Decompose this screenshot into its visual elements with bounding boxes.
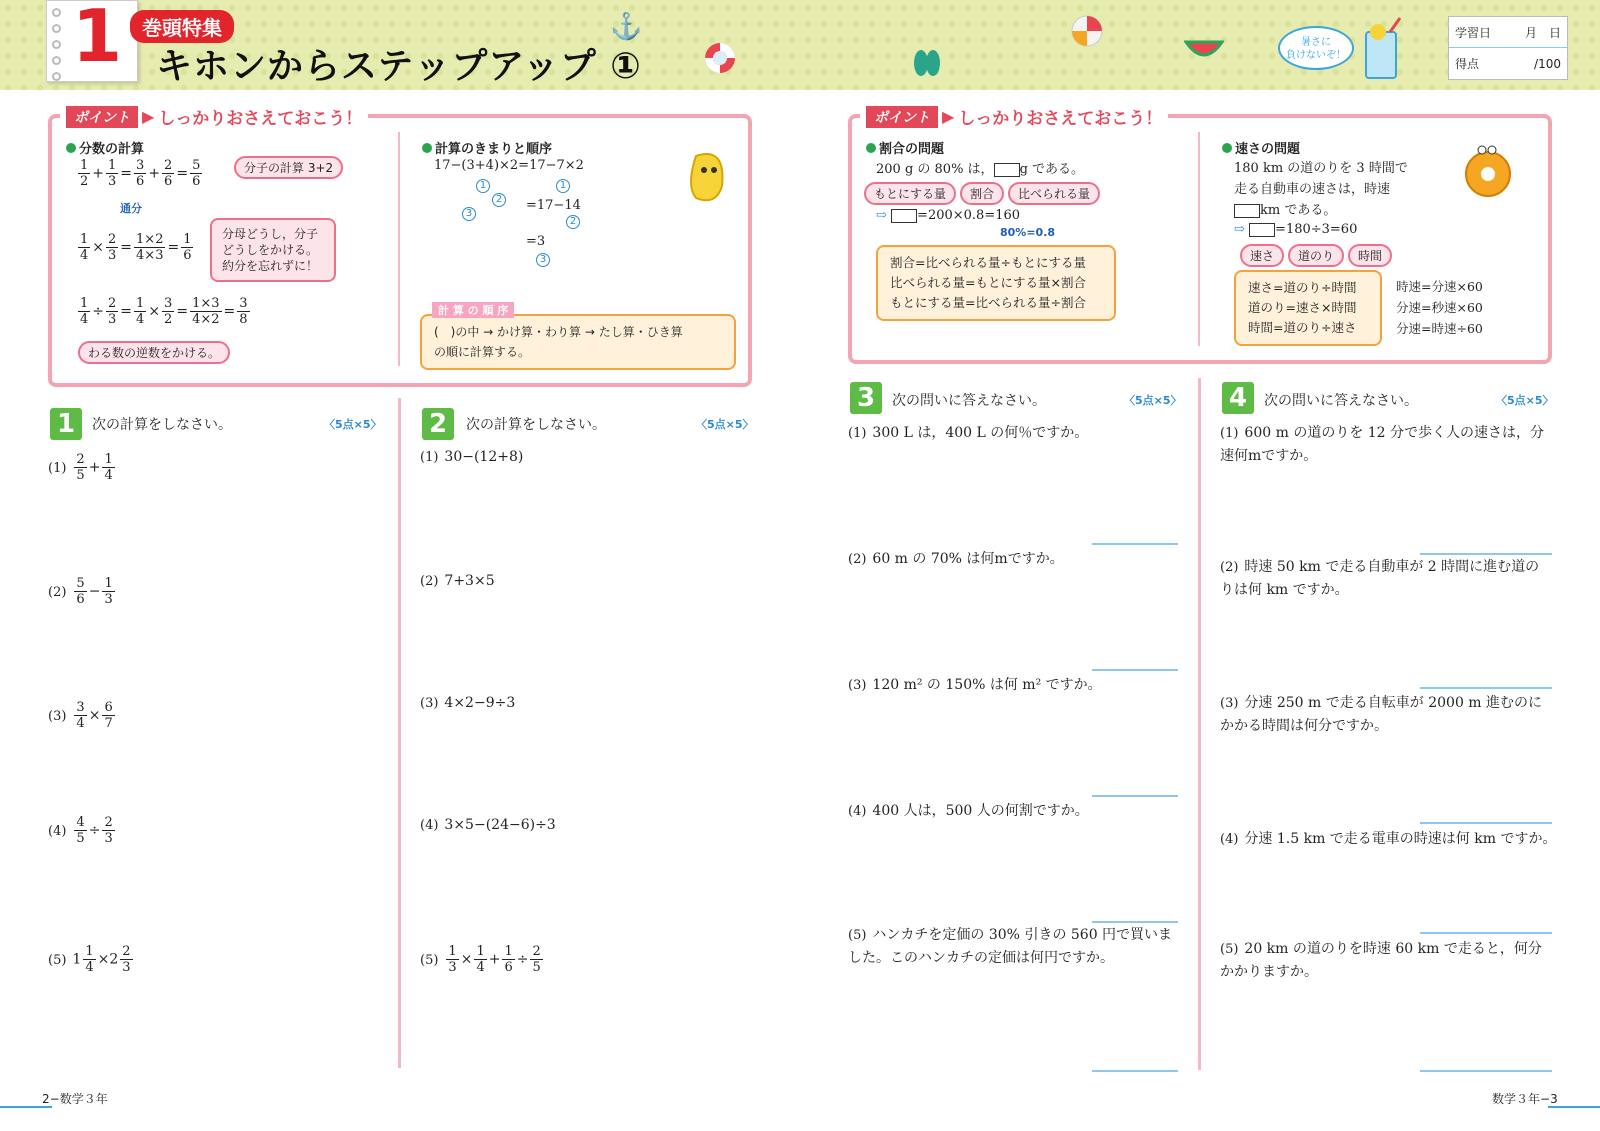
answer-line[interactable] (1092, 543, 1178, 545)
pill-compared: 比べられる量 (1008, 182, 1100, 205)
pill-ratio: 割合 (960, 182, 1004, 205)
answer-line[interactable] (1092, 669, 1178, 671)
banana-character-icon (676, 146, 736, 216)
blank-box (1249, 223, 1275, 237)
question-3-instruction: 次の問いに答えなさい。 (892, 393, 1046, 409)
blank-box (891, 209, 917, 223)
score-max: /100 (1534, 56, 1561, 71)
point-tag: ポイント (866, 106, 938, 128)
pill-speed: 速さ (1240, 244, 1284, 267)
q2-item-1: (1) 30−(12+8) (420, 449, 524, 465)
footer-right-text: 数学３年− (1492, 1092, 1551, 1106)
unit-number: 1 (72, 0, 123, 78)
step-2-marker: 2 (492, 190, 506, 207)
life-ring-icon (702, 40, 738, 76)
study-record-box (1448, 16, 1568, 80)
speed-formula-1: 速さ=道のり÷時間 (1248, 280, 1357, 295)
panel-divider (1198, 132, 1200, 346)
question-4-score: 〈5点×5〉 (1496, 394, 1554, 407)
speed-calc: ⇨ =180÷3=60 (1234, 222, 1358, 237)
question-2-score: 〈5点×5〉 (696, 418, 754, 431)
month-label: 月 (1524, 25, 1537, 40)
question-1-score: 〈5点×5〉 (324, 418, 382, 431)
speed-sentence: 180 km の道のりを 3 時間で 走る自動車の速さは，時速 km である。 (1234, 161, 1408, 218)
q1-item-4: (4) $\frac{4}{5}$ ÷ $\frac{2}{3}$ (48, 815, 113, 846)
binder-ring (52, 56, 61, 65)
fraction-example-div: $\frac{1}{4}$ ÷ $\frac{2}{3}$ = $\frac{1}{4}$ × $\frac{3}{2}$ = $\frac{1\times 3}{4\times 2}$ = $\frac{3}{8}$ (80, 296, 248, 327)
question-2-instruction: 次の計算をしなさい。 (466, 417, 606, 433)
binder-ring (52, 72, 61, 81)
q4-item-1: (1) 600 m の道のりを 12 分で歩く人の速さは，分速何mですか。 (1220, 425, 1545, 464)
note-reciprocal: わる数の逆数をかける。 (78, 341, 230, 364)
q3-item-4: (4) 400 人は，500 人の何割ですか。 (848, 803, 1089, 819)
beach-ball-icon (1070, 14, 1104, 48)
answer-line[interactable] (1420, 1070, 1552, 1072)
step-1-marker: 1 (476, 176, 490, 193)
blank-box (1234, 204, 1260, 218)
anchor-icon: ⚓ (610, 12, 643, 42)
ratio-note: 80%=0.8 (1000, 226, 1056, 239)
answer-line[interactable] (1420, 932, 1552, 934)
right-point-header: ポイント ▶ しっかりおさえておこう！ (860, 104, 1168, 129)
order-line-1: 17−(3+4)×2=17−7×2 (434, 158, 584, 173)
panel-divider (398, 132, 400, 366)
question-1-number: 1 (50, 408, 82, 440)
question-3-score: 〈5点×5〉 (1124, 394, 1182, 407)
step-3-marker-right: 3 (536, 250, 550, 267)
ratio-sentence: 200 g の 80% は， g である。 (876, 162, 1085, 177)
speech-bubble: 暑さに 負けないぞ！ (1278, 26, 1354, 70)
q3-item-3: (3) 120 m² の 150% は何 m² ですか。 (848, 677, 1102, 693)
answer-line[interactable] (1092, 921, 1178, 923)
fraction-example-mul: $\frac{1}{4}$ × $\frac{2}{3}$ = $\frac{1\times 2}{4\times 3}$ = $\frac{1}{6}$ (80, 232, 192, 263)
conversion-3: 分速=時速÷60 (1396, 321, 1483, 336)
ratio-formula-3: もとにする量=比べられる量÷割合 (890, 295, 1086, 310)
q3-item-5: (5) ハンカチを定価の 30% 引きの 560 円で買いました。このハンカチの定価は何円ですか。 (848, 927, 1173, 966)
speed-formula-2: 道のり=速さ×時間 (1248, 300, 1357, 315)
answer-line[interactable] (1092, 1070, 1178, 1072)
score-label: 得点 (1455, 57, 1480, 71)
ratio-calc: ⇨ =200×0.8=160 (876, 208, 1021, 223)
day-label: 日 (1548, 25, 1561, 40)
blank-box (994, 163, 1020, 177)
speed-pills (1240, 244, 1392, 267)
arrow-icon: ⇨ (1234, 222, 1245, 237)
special-tag: 巻頭特集 (130, 10, 234, 43)
question-2-number: 2 (422, 408, 454, 440)
ratio-formula-2: 比べられる量=もとにする量×割合 (890, 275, 1086, 290)
speed-formulas (1234, 270, 1382, 346)
label-common-denominator: 通分 (120, 202, 142, 215)
column-divider (1198, 378, 1201, 1070)
note-cancel: 分母どうし，分子どうしをかける。約分を忘れずに！ (210, 218, 336, 282)
point-text: しっかりおさえておこう！ (958, 109, 1163, 129)
order-line-2: =17−14 (526, 198, 581, 213)
footer-left (42, 1090, 108, 1107)
ratio-heading: 割合の問題 (866, 138, 944, 157)
donut-character-icon (1450, 142, 1526, 202)
q1-item-2: (2) $\frac{5}{6}$ − $\frac{1}{3}$ (48, 576, 113, 607)
answer-line[interactable] (1420, 822, 1552, 824)
ratio-pills (864, 182, 1100, 205)
drink-glass-icon (1360, 16, 1406, 82)
q1-item-5: (5) 1 $\frac{1}{4}$ ×2 $\frac{2}{3}$ (48, 944, 131, 975)
pill-time: 時間 (1348, 244, 1392, 267)
speed-heading: 速さの問題 (1222, 138, 1300, 157)
footer-left-text: −数学３年 (49, 1092, 108, 1106)
step-2-marker-right: 2 (566, 212, 580, 229)
q1-item-3: (3) $\frac{3}{4}$ × $\frac{6}{7}$ (48, 700, 113, 731)
question-1-instruction: 次の計算をしなさい。 (92, 417, 232, 433)
ratio-formula-1: 割合=比べられる量÷もとにする量 (890, 255, 1086, 270)
conversion-1: 時速=分速×60 (1396, 279, 1483, 294)
question-4-number: 4 (1222, 382, 1254, 414)
arrow-icon: ⇨ (876, 208, 887, 223)
footer-right (1492, 1090, 1558, 1107)
answer-line[interactable] (1420, 687, 1552, 689)
question-3-number: 3 (850, 382, 882, 414)
point-text: しっかりおさえておこう！ (158, 109, 363, 129)
q4-item-5: (5) 20 km の道のりを時速 60 km で走ると，何分かかりますか。 (1220, 941, 1542, 980)
binder-ring (52, 40, 61, 49)
order-line-3: =3 (526, 234, 546, 249)
page-number-left: 2 (42, 1092, 50, 1106)
point-tag: ポイント (66, 106, 138, 128)
answer-line[interactable] (1420, 553, 1552, 555)
q2-item-3: (3) 4×2−9÷3 (420, 695, 516, 711)
speed-conversions (1396, 276, 1483, 339)
step-3-marker: 3 (462, 204, 476, 221)
binder-ring (52, 24, 61, 33)
ratio-formulas (876, 245, 1116, 321)
q4-item-4: (4) 分速 1.5 km で走る電車の時速は何 km ですか。 (1220, 831, 1557, 847)
watermelon-icon (1184, 34, 1224, 64)
question-4-instruction: 次の問いに答えなさい。 (1264, 393, 1418, 409)
q4-item-2: (2) 時速 50 km で走る自動車が 2 時間に進む道のりは何 km ですか。 (1220, 559, 1540, 598)
sandals-icon (910, 46, 944, 80)
footer-rule-left (0, 1106, 52, 1108)
left-point-header: ポイント ▶ しっかりおさえておこう！ (60, 104, 368, 129)
fractions-heading: 分数の計算 (66, 138, 144, 157)
q1-item-1: (1) $\frac{2}{5}$ + $\frac{1}{4}$ (48, 452, 113, 483)
page-number-right: 3 (1550, 1092, 1558, 1106)
q3-item-2: (2) 60 m の 70% は何mですか。 (848, 551, 1064, 567)
order-rule-title: 計 算 の 順 序 (432, 302, 514, 318)
pill-base: もとにする量 (864, 182, 956, 205)
conversion-2: 分速=秒速×60 (1396, 300, 1483, 315)
column-divider (398, 398, 401, 1068)
q2-item-4: (4) 3×5−(24−6)÷3 (420, 817, 556, 833)
page-title: キホンからステップアップ ① (156, 46, 642, 87)
speed-formula-3: 時間=道のり÷速さ (1248, 320, 1357, 335)
answer-line[interactable] (1092, 795, 1178, 797)
binder-ring (52, 8, 61, 17)
order-rule-box (420, 298, 736, 370)
q2-item-5: (5) $\frac{1}{3}$ × $\frac{1}{4}$ + $\frac{1}{6}$ ÷ $\frac{2}{5}$ (420, 944, 541, 975)
q4-item-3: (3) 分速 250 m で走る自転車が 2000 m 進むのにかかる時間は何分ですか。 (1220, 695, 1543, 734)
q3-item-1: (1) 300 L は，400 L の何％ですか。 (848, 425, 1089, 441)
order-heading: 計算のきまりと順序 (422, 138, 552, 157)
fraction-example-add: $\frac{1}{2}$ + $\frac{1}{3}$ = $\frac{3}{6}$ + $\frac{2}{6}$ = $\frac{5}{6}$ (80, 158, 201, 189)
order-rule-text-1: ( )の中 → かけ算・わり算 → たし算・ひき算 (434, 325, 683, 339)
order-rule-text-2: の順に計算する。 (434, 345, 531, 359)
note-numerator: 分子の計算 3+2 (234, 156, 343, 179)
step-1-marker-right: 1 (556, 176, 570, 193)
footer-rule-right (1548, 1106, 1600, 1108)
q2-item-2: (2) 7+3×5 (420, 573, 495, 589)
study-date-label: 学習日 (1455, 25, 1492, 40)
pill-distance: 道のり (1288, 244, 1344, 267)
